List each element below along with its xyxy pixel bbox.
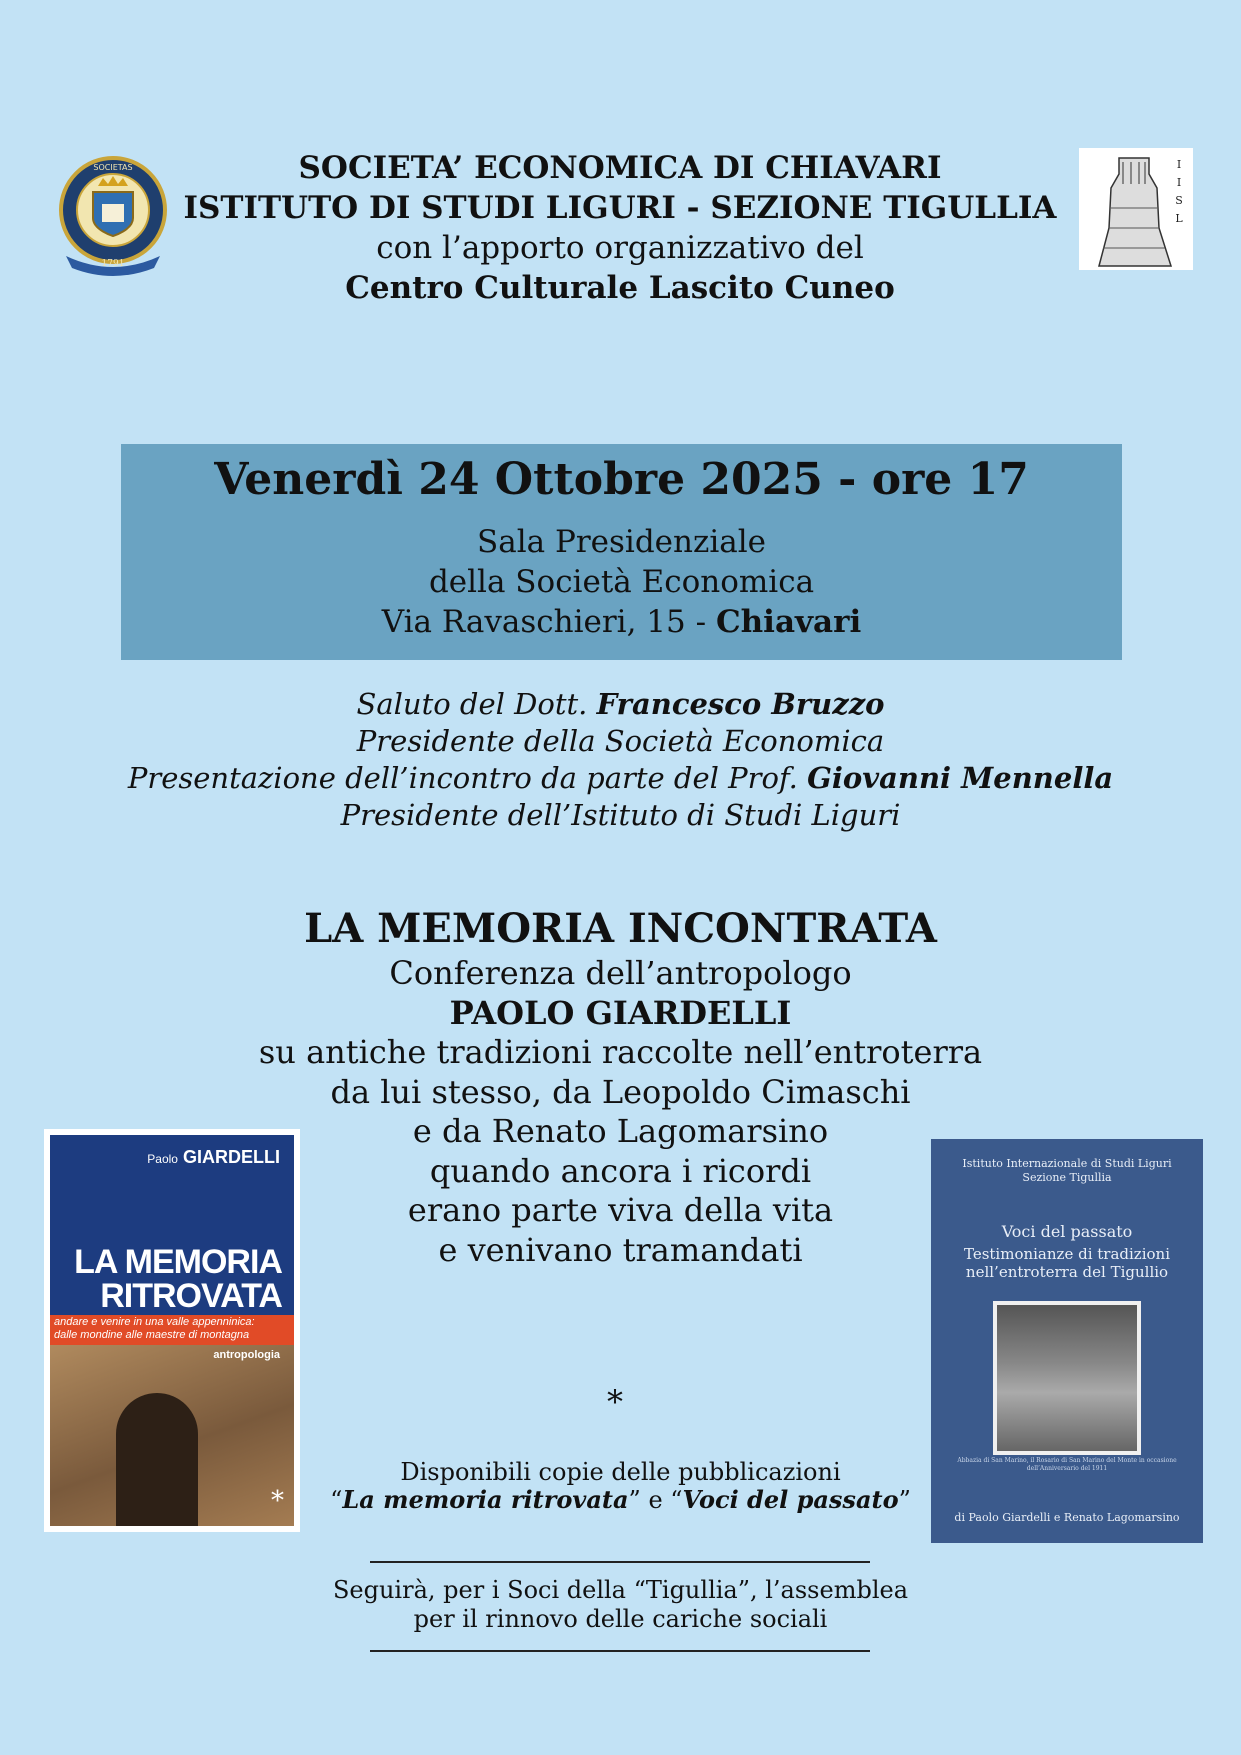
greeting-line-2: Presidente della Società Economica xyxy=(356,724,885,758)
cover1-category: antropologia xyxy=(213,1349,280,1361)
divider-top xyxy=(370,1561,870,1563)
svg-text:L: L xyxy=(1175,212,1183,225)
cover2-photo xyxy=(993,1301,1141,1455)
venue-line-3 xyxy=(121,602,1122,642)
greeting-name-1: Francesco Bruzzo xyxy=(596,687,885,721)
cover2-caption: Abbazia di San Marino, il Rosario di San Marino del Monte in occasione dell’Anniversario del 1911 xyxy=(957,1457,1177,1472)
venue-city: Chiavari xyxy=(715,604,862,640)
venue-line-2: della Società Economica xyxy=(428,564,815,600)
svg-text:SOCIETAS: SOCIETAS xyxy=(93,163,133,172)
organizer-line-3: con l’apporto organizzativo del xyxy=(376,230,864,266)
svg-text:1791: 1791 xyxy=(101,259,125,269)
cover1-subtitle: andare e venire in una valle appenninica: dalle mondine alle maestre di montagna xyxy=(50,1315,294,1345)
conference-line-1: Conferenza dell’antropologo xyxy=(389,954,852,992)
organizer-line-4: Centro Culturale Lascito Cuneo xyxy=(345,270,895,306)
svg-text:I: I xyxy=(1176,158,1182,171)
greeting-line-1: Saluto del Dott. Francesco Bruzzo xyxy=(356,687,885,721)
cover1-author: Paolo GIARDELLI xyxy=(147,1147,280,1167)
assembly-line-1: Seguirà, per i Soci della “Tigullia”, l’assemblea xyxy=(332,1576,909,1604)
event-venue xyxy=(121,522,1122,642)
svg-text:S: S xyxy=(1175,194,1183,207)
conference-speaker: PAOLO GIARDELLI xyxy=(449,993,792,1032)
cover2-authors: di Paolo Giardelli e Renato Lagomarsino xyxy=(954,1511,1180,1524)
conference-line-3: da lui stesso, da Leopoldo Cimaschi xyxy=(330,1072,911,1111)
organizers-header xyxy=(180,148,1060,308)
greeting-name-2: Giovanni Mennella xyxy=(807,761,1114,795)
greeting-line-4: Presidente dell’Istituto di Studi Liguri xyxy=(340,798,901,832)
cover2-institute: Istituto Internazionale di Studi Liguri Sezione Tigullia xyxy=(962,1157,1172,1184)
cover1-title: LA MEMORIA RITROVATA xyxy=(74,1243,282,1315)
conference-line-6: erano parte viva della vita xyxy=(407,1191,834,1229)
availability-note xyxy=(250,1458,991,1514)
event-info-box xyxy=(121,444,1122,660)
societa-economica-seal-logo xyxy=(58,152,168,282)
availability-line-2: “La memoria ritrovata” e “Voci del passato” xyxy=(330,1485,911,1514)
conference-line-2: su antiche tradizioni raccolte nell’entroterra xyxy=(258,1033,983,1071)
assembly-line-2: per il rinnovo delle cariche sociali xyxy=(413,1605,828,1633)
conference-line-4: e da Renato Lagomarsino xyxy=(412,1112,829,1150)
divider-bottom xyxy=(370,1650,870,1652)
venue-line-1: Sala Presidenziale xyxy=(477,524,766,560)
book-cover-voci-del-passato xyxy=(931,1139,1203,1543)
conference-line-5: quando ancora i ricordi xyxy=(429,1151,812,1190)
availability-line-1: Disponibili copie delle pubblicazioni xyxy=(400,1458,841,1486)
assembly-note xyxy=(250,1576,991,1634)
iisl-monument-logo xyxy=(1079,148,1193,270)
book-title-2: Voci del passato xyxy=(682,1485,899,1514)
organizer-line-1: SOCIETA’ ECONOMICA DI CHIAVARI xyxy=(298,150,942,186)
greetings-section xyxy=(60,686,1181,834)
svg-text:I: I xyxy=(1176,176,1182,189)
conference-line-7: e venivano tramandati xyxy=(438,1230,803,1269)
greeting-line-3: Presentazione dell’incontro da parte del Prof. Giovanni Mennella xyxy=(127,761,1114,795)
organizer-line-2: ISTITUTO DI STUDI LIGURI - SEZIONE TIGULLIA xyxy=(183,190,1057,226)
book-title-1: La memoria ritrovata xyxy=(342,1485,629,1514)
cover2-title: Voci del passato Testimonianze di tradizioni nell’entroterra del Tigullio xyxy=(963,1222,1170,1281)
separator-asterisk: * xyxy=(607,1383,623,1421)
conference-title: LA MEMORIA INCONTRATA xyxy=(304,905,937,952)
book-cover-memoria-ritrovata: Paolo GIARDELLI LA MEMORIA RITROVATA andare e venire in una valle appenninica: dalle mondine alle maestre di montagna antropologia * xyxy=(44,1129,300,1532)
conference-section xyxy=(200,904,1041,1270)
venue-address: Via Ravaschieri, 15 - xyxy=(381,604,716,640)
event-date: Venerdì 24 Ottobre 2025 - ore 17 xyxy=(214,454,1029,505)
